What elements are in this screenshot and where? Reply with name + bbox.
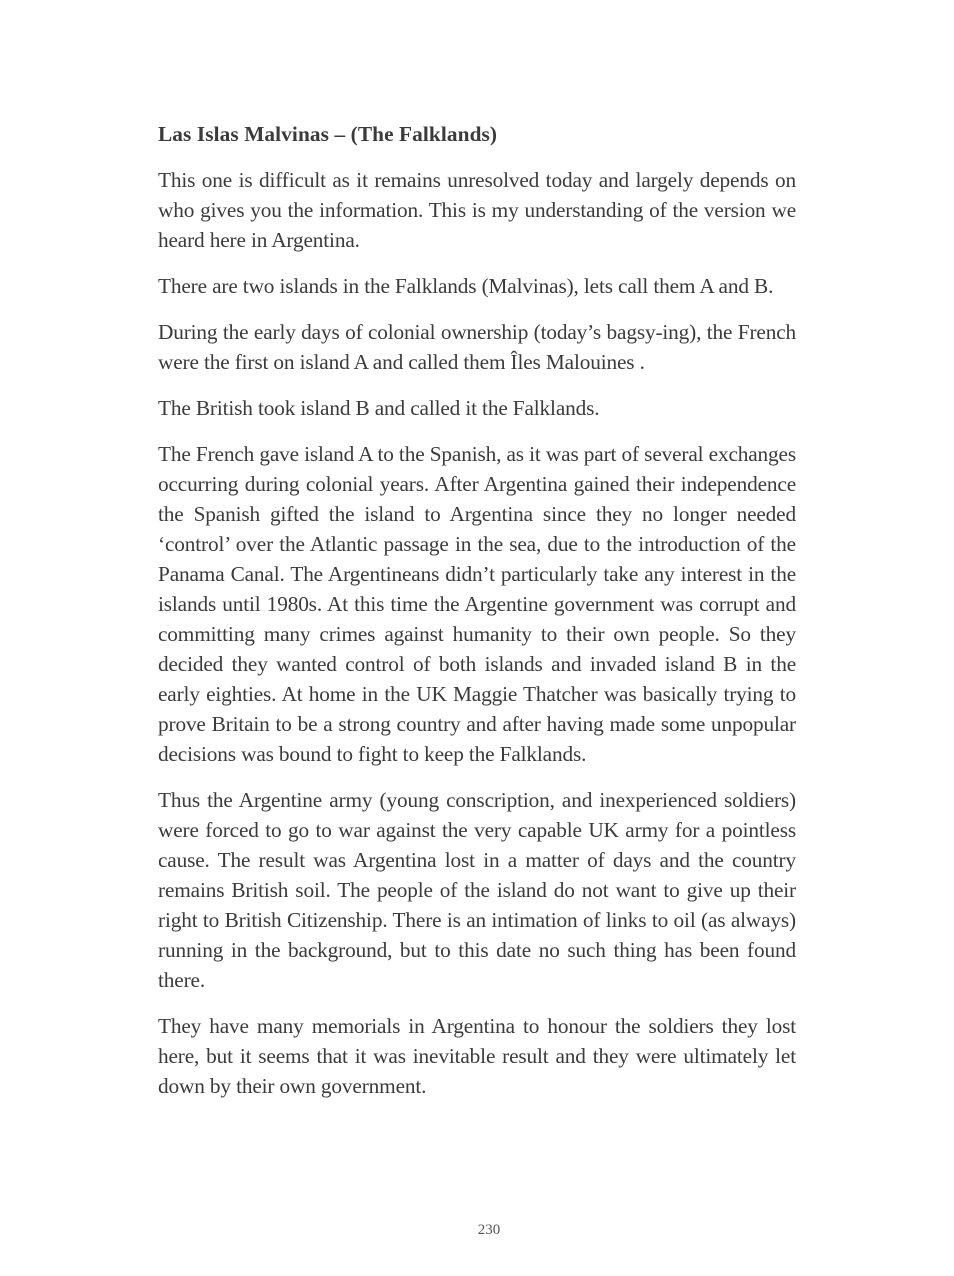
paragraph-history: The French gave island A to the Spanish, as it was part of several exchanges occurring during colonial years. After Argentina gained their independence the Spanish gifted the island to Argentina since they no longer needed ‘control’ over the Atlantic passage in the sea, due to the introduction of the Panama Canal. The Argentineans didn’t particularly take any interest in the islands until 1980s. At this time the Argentine government was corrupt and committing many crimes against humanity to their own people. So they decided they wanted control of both islands and invaded island B in the early eighties. At home in the UK Maggie Thatcher was basically trying to prove Britain to be a strong country and after having made some unpopular decisions was bound to fight to keep the Falklands. [158,442,796,766]
paragraph-intro: This one is difficult as it remains unresolved today and largely depends on who gives you the information. This is my understanding of the version we heard here in Argentina. [158,168,796,252]
paragraph-french-island-a: During the early days of colonial ownership (today’s bagsy-ing), the French were the first on island A and called them Îles Malouines . [158,320,796,374]
page-number: 230 [477,1222,501,1238]
page-body [158,119,796,1117]
paragraph-war: Thus the Argentine army (young conscription, and inexperienced soldiers) were forced to go to war against the very capable UK army for a pointless cause. The result was Argentina lost in a matter of days and the country remains British soil. The people of the island do not want to give up their right to British Citizenship. There is an intimation of links to oil (as always) running in the background, but to this date no such thing has been found there. [158,788,796,992]
paragraph-two-islands: There are two islands in the Falklands (Malvinas), lets call them A and B. [158,274,774,298]
section-heading: Las Islas Malvinas – (The Falklands) [158,122,498,146]
paragraph-memorials: They have many memorials in Argentina to honour the soldiers they lost here, but it seems that it was inevitable result and they were ultimately let down by their own government. [158,1014,796,1098]
paragraph-british-island-b: The British took island B and called it the Falklands. [158,396,600,420]
